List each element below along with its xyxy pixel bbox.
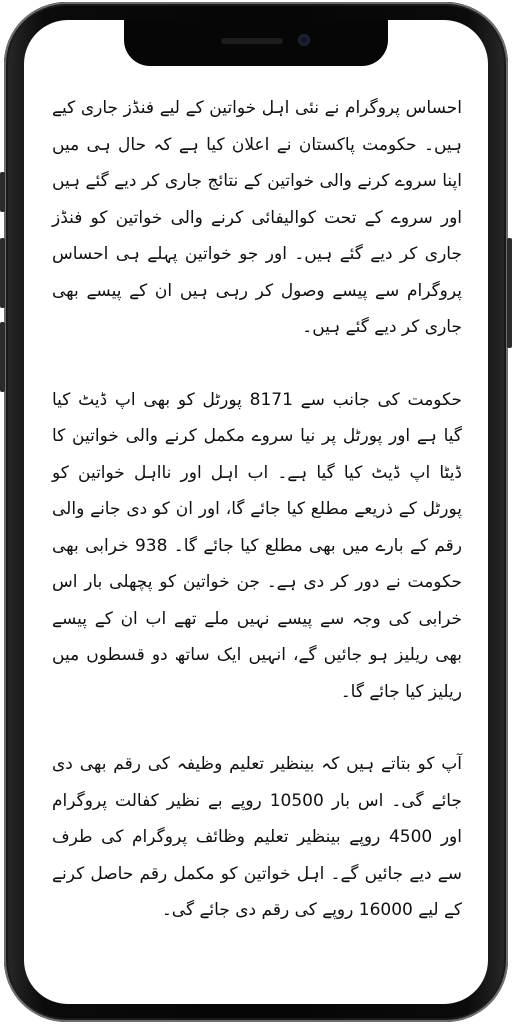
volume-down-button: [0, 322, 5, 392]
article-paragraph-2: حکومت کی جانب سے 8171 پورٹل کو بھی اپ ڈیٹ کیا گیا ہے اور پورٹل پر نیا سروے مکمل کرنے والی خواتین کا ڈیٹا اپ ڈیٹ کیا گیا ہے۔ اب اہل اور نااہل خواتین کو پورٹل کے ذریعے مطلع کیا جائے گا، اور ان کو دی جانے والی رقم کے بارے میں بھی مطلع کیا جائے گا۔ 938 خرابی بھی حکومت نے دور کر دی ہے۔ جن خواتین کو پچھلی بار اس خرابی کی وجہ سے پیسے نہیں ملے تھے اب ان کے پیسے بھی ریلیز ہو جائیں گے، انہیں ایک ساتھ دو قسطوں میں ریلیز کیا جائے گا۔: [52, 389, 462, 702]
volume-up-button: [0, 238, 5, 308]
article-body: [52, 90, 462, 929]
phone-screen: [24, 20, 488, 1004]
article-paragraph-1: احساس پروگرام نے نئی اہل خواتین کے لیے فنڈز جاری کیے ہیں۔ حکومت پاکستان نے اعلان کیا ہے کہ حال ہی میں اپنا سروے کرنے والی خواتین کے نتائج جاری کر دیے گئے ہیں اور سروے کے تحت کوالیفائی کرنے والی خواتین کو فنڈز جاری کر دیے گئے ہیں۔ اور جو خواتین پہلے ہی احساس پروگرام سے پیسے وصول کر رہی ہیں ان کے پیسے بھی جاری کر دیے گئے ہیں۔: [52, 98, 462, 337]
front-camera-icon: [298, 34, 310, 46]
power-button: [507, 238, 512, 348]
article-paragraph-3: آپ کو بتاتے ہیں کہ بینظیر تعلیم وظیفہ کی رقم بھی دی جائے گی۔ اس بار 10500 روپے بے نظیر کفالت پروگرام اور 4500 روپے بینظیر تعلیم وظائف پروگرام کی طرف سے دیے جائیں گے۔ اہل خواتین کو مکمل رقم حاصل کرنے کے لیے 16000 روپے کی رقم دی جائے گی۔: [52, 754, 462, 920]
notch: [124, 20, 388, 66]
mute-switch: [0, 172, 5, 212]
speaker-grille: [221, 38, 283, 44]
